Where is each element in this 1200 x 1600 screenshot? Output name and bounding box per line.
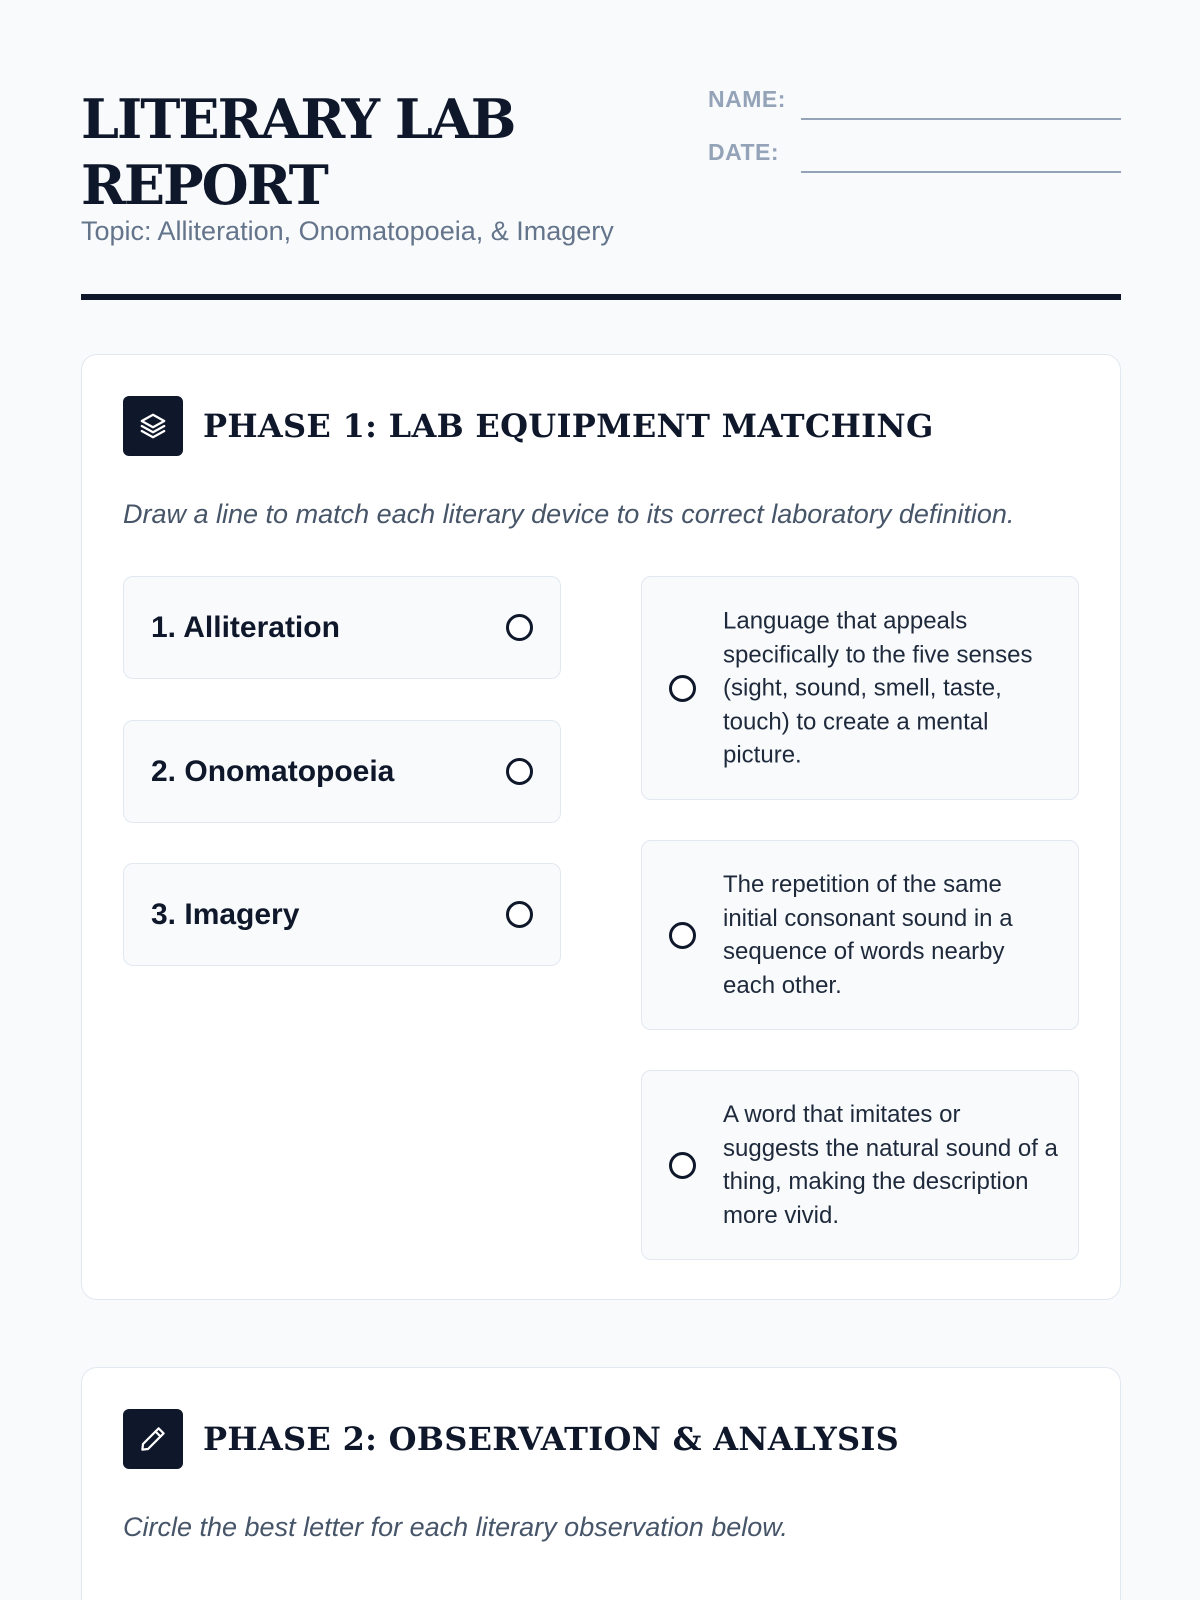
name-field[interactable] bbox=[708, 86, 1121, 126]
term-label: 3. Imagery bbox=[151, 898, 300, 931]
name-label: NAME: bbox=[708, 86, 786, 112]
phase1-heading bbox=[123, 396, 934, 456]
definition-onomatopoeia bbox=[641, 1070, 1079, 1260]
term-label: 2. Onomatopoeia bbox=[151, 755, 395, 788]
term-label: 1. Alliteration bbox=[151, 611, 340, 644]
phase1-card bbox=[81, 354, 1121, 1300]
term-connector-dot[interactable] bbox=[506, 901, 533, 928]
page-title: LITERARY LAB REPORT bbox=[81, 87, 515, 217]
definition-text: The repetition of the same initial consonant sound in a sequence of words nearby each other. bbox=[723, 871, 1013, 999]
phase2-card bbox=[81, 1367, 1121, 1600]
definition-text: A word that imitates or suggests the natural sound of a thing, making the description more vivid. bbox=[723, 1101, 1058, 1229]
definition-connector-dot[interactable] bbox=[669, 1152, 696, 1179]
pencil-icon bbox=[123, 1409, 183, 1469]
term-alliteration bbox=[123, 576, 561, 679]
term-connector-dot[interactable] bbox=[506, 614, 533, 641]
phase2-instructions: Circle the best letter for each literary observation below. bbox=[123, 1512, 788, 1542]
date-label: DATE: bbox=[708, 139, 780, 165]
term-onomatopoeia bbox=[123, 720, 561, 823]
term-connector-dot[interactable] bbox=[506, 758, 533, 785]
phase1-instructions: Draw a line to match each literary device to its correct laboratory definition. bbox=[123, 499, 1015, 529]
phase2-heading bbox=[123, 1409, 899, 1469]
definition-alliteration bbox=[641, 840, 1079, 1030]
phase2-title: PHASE 2: OBSERVATION & ANALYSIS bbox=[203, 1420, 900, 1458]
term-imagery bbox=[123, 863, 561, 966]
definition-connector-dot[interactable] bbox=[669, 675, 696, 702]
phase1-title: PHASE 1: LAB EQUIPMENT MATCHING bbox=[203, 407, 934, 445]
layers-icon bbox=[123, 396, 183, 456]
definition-text: Language that appeals specifically to the five senses (sight, sound, smell, taste, touch) to create a mental picture. bbox=[723, 607, 1033, 769]
definition-connector-dot[interactable] bbox=[669, 922, 696, 949]
date-write-line[interactable] bbox=[801, 171, 1121, 173]
report-header bbox=[81, 86, 1121, 302]
definition-imagery bbox=[641, 576, 1079, 800]
topic-subtitle: Topic: Alliteration, Onomatopoeia, & Imagery bbox=[81, 216, 614, 246]
name-write-line[interactable] bbox=[801, 118, 1121, 120]
header-divider bbox=[81, 294, 1121, 300]
date-field[interactable] bbox=[708, 139, 1121, 179]
